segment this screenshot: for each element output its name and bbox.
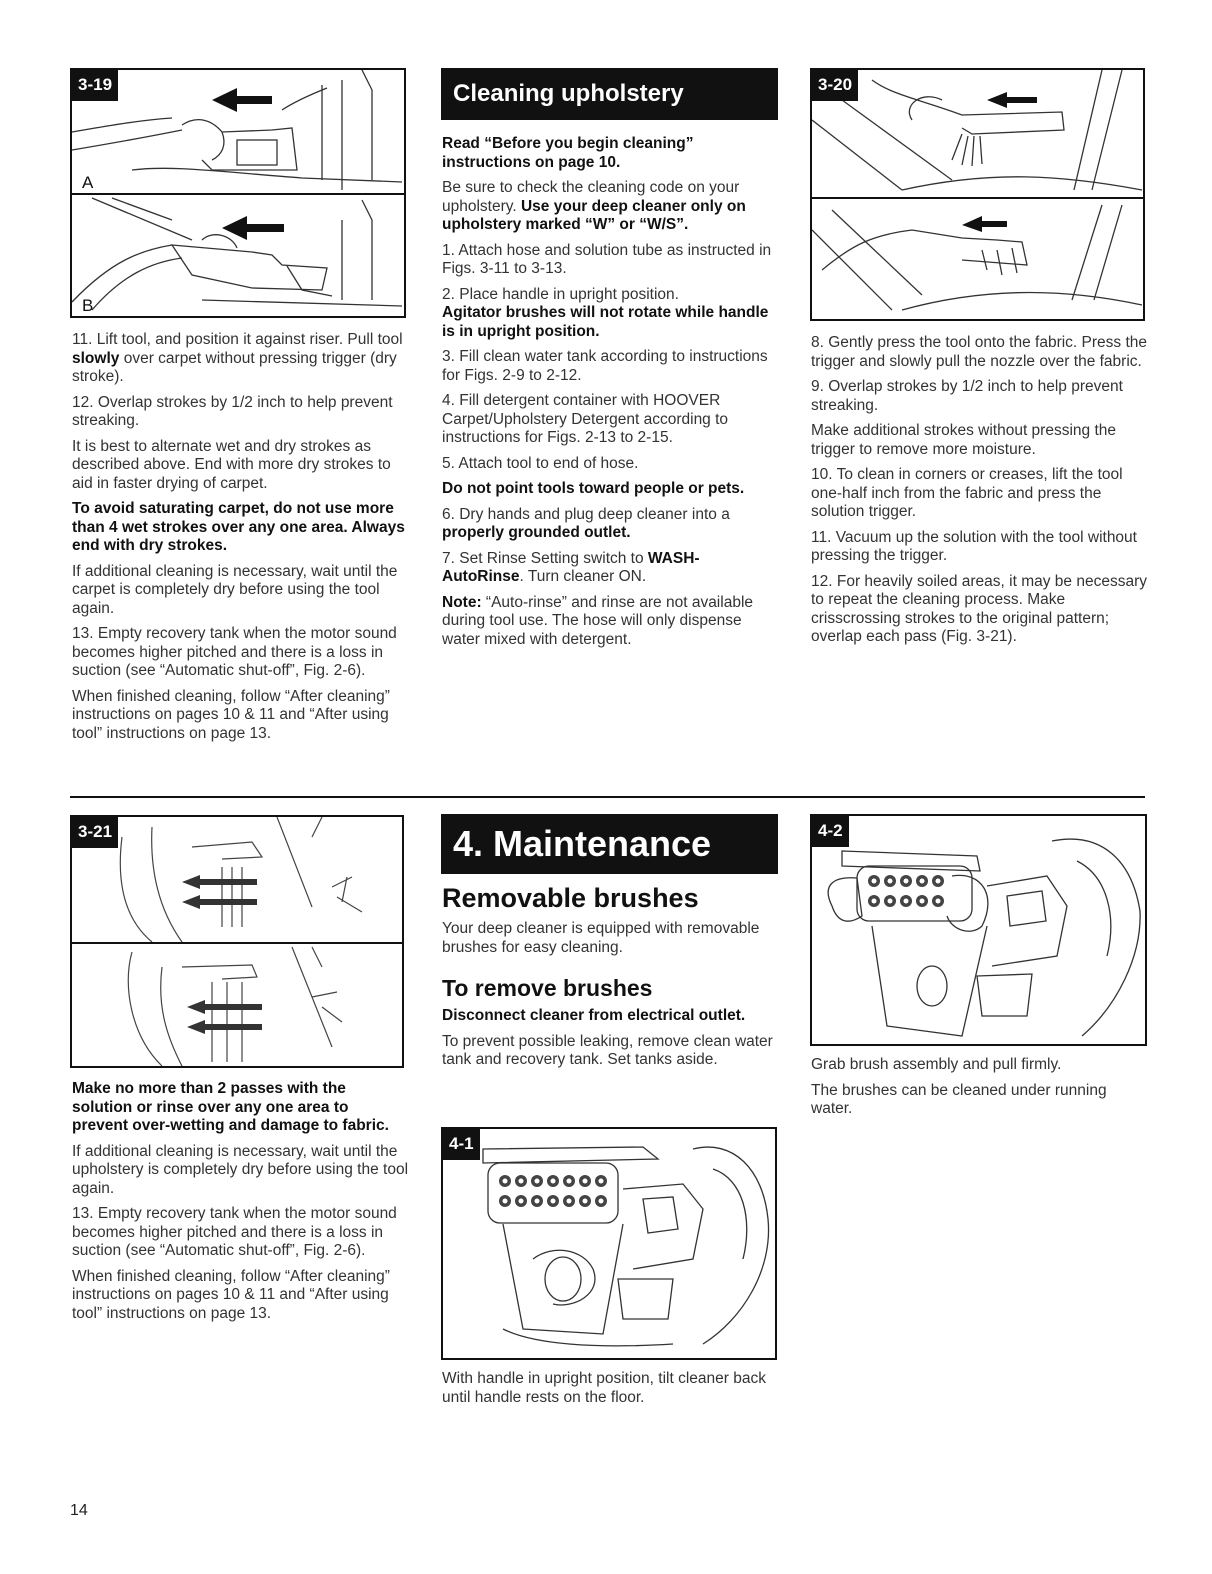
column-6-text — [811, 1056, 1147, 1126]
point-tools-warning: Do not point tools toward people or pets. — [442, 480, 745, 497]
column-1-text — [72, 331, 408, 750]
column-2-text — [442, 135, 778, 656]
step-11: 11. Lift tool, and position it against riser. Pull tool slowly over carpet without pressing trigger (dry stroke). — [72, 331, 403, 385]
figure-4-1-illustration — [443, 1129, 775, 1358]
step-9: 9. Overlap strokes by 1/2 inch to help prevent streaking. — [811, 378, 1123, 414]
figure-badge: 4-2 — [812, 816, 849, 847]
column-3-text — [811, 334, 1147, 654]
step-1: 1. Attach hose and solution tube as instructed in Figs. 3-11 to 3-13. — [442, 241, 772, 277]
remove-brushes-text — [442, 1007, 778, 1077]
running-water-text: The brushes can be cleaned under running water. — [811, 1081, 1107, 1117]
panel-divider — [810, 197, 1145, 199]
step-12-upholstery: 12. For heavily soiled areas, it may be necessary to repeat the cleaning process. Make crisscrossing strokes to the original pattern; overlap each pass (Fig. 3-21). — [811, 572, 1147, 645]
step-2: 2. Place handle in upright position. — [442, 285, 679, 303]
panel-label-a: A — [82, 173, 94, 192]
page-number: 14 — [70, 1502, 88, 1519]
to-remove-brushes-heading: To remove brushes — [442, 975, 653, 1001]
panel-divider — [70, 942, 404, 944]
figure-badge: 3-21 — [72, 817, 118, 848]
step-13-upholstery: 13. Empty recovery tank when the motor sound becomes higher pitched and there is a loss in suction (see “Automatic shut-off”, Fig. 2-6). — [72, 1205, 397, 1259]
figure-badge: 3-20 — [812, 70, 858, 101]
step-3: 3. Fill clean water tank according to instructions for Figs. 2-9 to 2-12. — [442, 348, 768, 384]
maintenance-banner: 4. Maintenance — [441, 814, 778, 874]
figure-3-20-illustration — [812, 70, 1143, 319]
step-4: 4. Fill detergent container with HOOVER Carpet/Upholstery Detergent according to instructions for Figs. 2-13 to 2-15. — [442, 392, 729, 446]
additional-cleaning-text: If additional cleaning is necessary, wait until the carpet is completely dry before using the tool again. — [72, 562, 398, 617]
cleaning-upholstery-banner: Cleaning upholstery — [441, 68, 778, 120]
removable-brushes-heading: Removable brushes — [442, 883, 699, 913]
tilt-cleaner-text: With handle in upright position, tilt cleaner back until handle rests on the floor. — [442, 1370, 766, 1406]
finished-cleaning-upholstery-text: When finished cleaning, follow “After cleaning” instructions on pages 10 & 11 and “After using tool” instructions on page 13. — [72, 1267, 390, 1322]
finished-cleaning-text: When finished cleaning, follow “After cleaning” instructions on pages 10 & 11 and “After using tool” instructions on page 13. — [72, 687, 390, 742]
cleaning-code-text: Be sure to check the cleaning code on your upholstery. Use your deep cleaner only on upholstery marked “W” or “W/S”. — [442, 179, 746, 233]
disconnect-warning: Disconnect cleaner from electrical outlet. — [442, 1007, 746, 1024]
prevent-leaking-text: To prevent possible leaking, remove clean water tank and recovery tank. Set tanks aside. — [442, 1032, 773, 1068]
grab-brush-text: Grab brush assembly and pull firmly. — [811, 1056, 1062, 1073]
figure-badge: 4-1 — [443, 1129, 480, 1160]
step-12: 12. Overlap strokes by 1/2 inch to help prevent streaking. — [72, 393, 393, 429]
step-8: 8. Gently press the tool onto the fabric. Press the trigger and slowly pull the nozzle over the fabric. — [811, 334, 1148, 370]
step-11-upholstery: 11. Vacuum up the solution with the tool without pressing the trigger. — [811, 528, 1137, 564]
alternate-strokes-text: It is best to alternate wet and dry strokes as described above. End with more dry strokes to aid in faster drying of carpet. — [72, 437, 391, 492]
additional-strokes-text: Make additional strokes without pressing the trigger to remove more moisture. — [811, 422, 1116, 458]
step-6: 6. Dry hands and plug deep cleaner into a properly grounded outlet. — [442, 505, 730, 541]
step-5: 5. Attach tool to end of hose. — [442, 454, 639, 472]
note-text: Note: “Auto-rinse” and rinse are not available during tool use. The hose will only dispense water mixed with detergent. — [442, 593, 754, 648]
column-4-text — [72, 1080, 408, 1330]
figure-3-19 — [70, 68, 406, 318]
read-before-text: Read “Before you begin cleaning” instructions on page 10. — [442, 135, 694, 171]
step-13: 13. Empty recovery tank when the motor sound becomes higher pitched and there is a loss in suction (see “Automatic shut-off”, Fig. 2-6). — [72, 625, 397, 679]
saturation-warning: To avoid saturating carpet, do not use more than 4 wet strokes over any one area. Always end with dry strokes. — [72, 500, 405, 554]
figure-3-21 — [70, 815, 404, 1068]
figure-3-20 — [810, 68, 1145, 321]
passes-warning: Make no more than 2 passes with the solution or rinse over any one area to prevent over-wetting and damage to fabric. — [72, 1080, 389, 1134]
step-10: 10. To clean in corners or creases, lift the tool one-half inch from the fabric and press the solution trigger. — [811, 466, 1123, 520]
equipped-text: Your deep cleaner is equipped with removable brushes for easy cleaning. — [442, 920, 760, 956]
figure-4-2-illustration — [812, 816, 1145, 1044]
figure-badge: 3-19 — [72, 70, 118, 101]
panel-divider — [70, 193, 406, 195]
figure-4-2 — [810, 814, 1147, 1046]
figure-4-1 — [441, 1127, 777, 1360]
step-7: 7. Set Rinse Setting switch to WASH-AutoRinse. Turn cleaner ON. — [442, 549, 700, 585]
panel-label-b: B — [82, 296, 94, 315]
section-divider-rule — [70, 796, 1145, 798]
additional-cleaning-upholstery-text: If additional cleaning is necessary, wait until the upholstery is completely dry before using the tool again. — [72, 1142, 409, 1197]
agitator-warning: Agitator brushes will not rotate while handle is in upright position. — [442, 304, 769, 340]
